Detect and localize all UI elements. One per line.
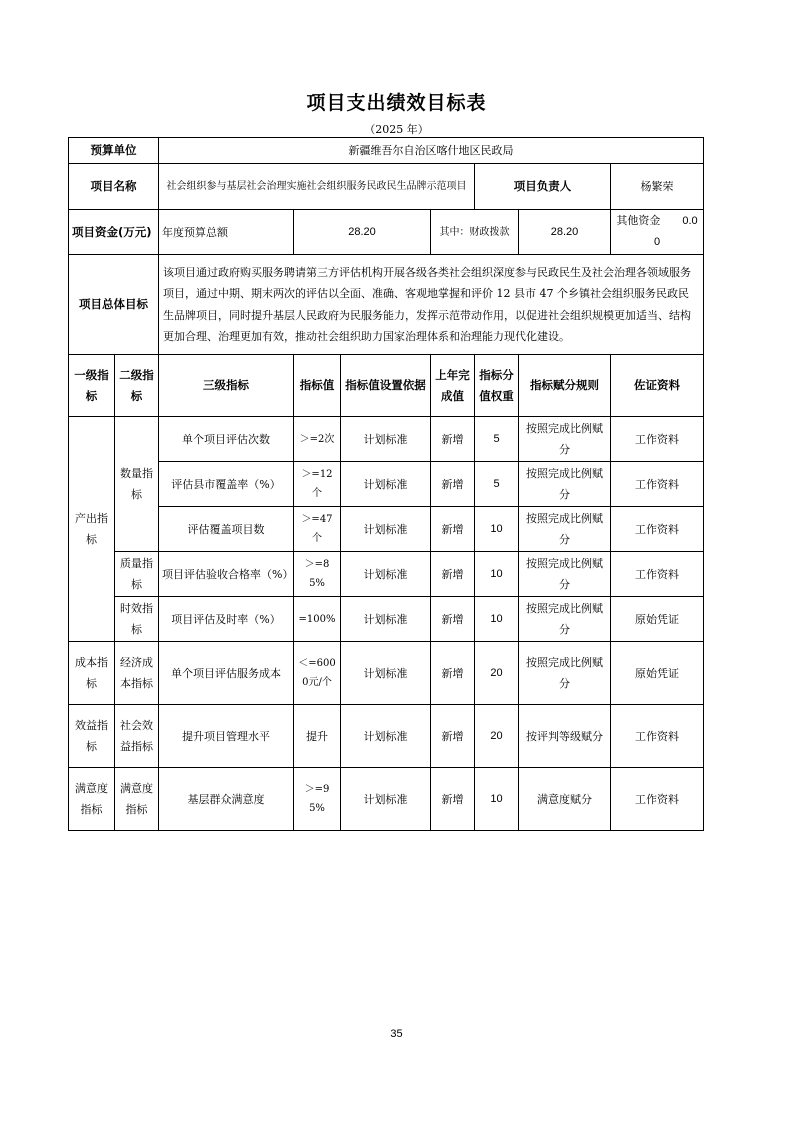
table-row xyxy=(69,462,704,507)
indicator-evidence: 工作资料 xyxy=(611,462,704,507)
indicator-name: 单个项目评估服务成本 xyxy=(159,642,294,705)
project-name-label: 项目名称 xyxy=(69,164,159,210)
table-row xyxy=(69,705,704,768)
indicator-evidence: 工作资料 xyxy=(611,705,704,768)
group-timeliness: 时效指标 xyxy=(115,597,159,642)
indicator-last: 新增 xyxy=(431,642,475,705)
header-level2: 二级指标 xyxy=(115,355,159,417)
group-econ-cost: 经济成本指标 xyxy=(115,642,159,705)
fiscal-value: 28.20 xyxy=(519,210,611,255)
year-label: （2025 年） xyxy=(364,123,429,136)
indicator-rule: 按照完成比例赋分 xyxy=(519,417,611,462)
indicator-basis: 计划标准 xyxy=(341,507,431,552)
group-output: 产出指标 xyxy=(69,417,115,642)
unit-label: 预算单位 xyxy=(69,138,159,164)
performance-table xyxy=(68,137,704,831)
indicator-value: ＞=2次 xyxy=(294,417,341,462)
indicator-rule: 按照完成比例赋分 xyxy=(519,642,611,705)
indicator-evidence: 工作资料 xyxy=(611,768,704,831)
indicator-rule: 按照完成比例赋分 xyxy=(519,597,611,642)
indicator-name: 提升项目管理水平 xyxy=(159,705,294,768)
indicator-last: 新增 xyxy=(431,462,475,507)
indicator-last: 新增 xyxy=(431,597,475,642)
header-last-year: 上年完成值 xyxy=(431,355,475,417)
indicator-rule: 按照完成比例赋分 xyxy=(519,552,611,597)
indicator-evidence: 原始凭证 xyxy=(611,642,704,705)
header-value: 指标值 xyxy=(294,355,341,417)
indicator-value: ＜=6000元/个 xyxy=(294,642,341,705)
table-row xyxy=(69,552,704,597)
group-cost: 成本指标 xyxy=(69,642,115,705)
indicator-last: 新增 xyxy=(431,768,475,831)
indicator-weight: 10 xyxy=(475,507,519,552)
indicator-rule: 满意度赋分 xyxy=(519,768,611,831)
header-level3: 三级指标 xyxy=(159,355,294,417)
indicator-rule: 按评判等级赋分 xyxy=(519,705,611,768)
indicator-basis: 计划标准 xyxy=(341,768,431,831)
indicator-basis: 计划标准 xyxy=(341,462,431,507)
unit-value: 新疆维吾尔自治区喀什地区民政局 xyxy=(159,138,704,164)
indicator-value: ＞=85% xyxy=(294,552,341,597)
indicator-basis: 计划标准 xyxy=(341,597,431,642)
header-weight: 指标分值权重 xyxy=(475,355,519,417)
indicator-name: 评估覆盖项目数 xyxy=(159,507,294,552)
group-satisfaction: 满意度指标 xyxy=(69,768,115,831)
indicator-value: ＞=95% xyxy=(294,768,341,831)
overall-goal-label: 项目总体目标 xyxy=(69,255,159,355)
table-row xyxy=(69,768,704,831)
header-rule: 指标赋分规则 xyxy=(519,355,611,417)
indicator-basis: 计划标准 xyxy=(341,642,431,705)
indicator-name: 项目评估及时率（%） xyxy=(159,597,294,642)
fiscal-label: 其中：财政拨款 xyxy=(431,210,519,255)
indicator-weight: 20 xyxy=(475,705,519,768)
indicator-weight: 5 xyxy=(475,462,519,507)
group-benefit: 效益指标 xyxy=(69,705,115,768)
indicator-evidence: 原始凭证 xyxy=(611,597,704,642)
indicator-name: 评估县市覆盖率（%） xyxy=(159,462,294,507)
indicator-name: 基层群众满意度 xyxy=(159,768,294,831)
group-social-benefit: 社会效益指标 xyxy=(115,705,159,768)
manager-value: 杨繁荣 xyxy=(611,164,704,210)
indicator-basis: 计划标准 xyxy=(341,417,431,462)
group-satisfaction-2: 满意度指标 xyxy=(115,768,159,831)
header-basis: 指标值设置依据 xyxy=(341,355,431,417)
indicator-evidence: 工作资料 xyxy=(611,417,704,462)
other-funds-label: 其他资金 xyxy=(616,215,661,227)
project-name-value: 社会组织参与基层社会治理实施社会组织服务民政民生品牌示范项目 xyxy=(159,164,475,210)
indicator-evidence: 工作资料 xyxy=(611,552,704,597)
group-quality: 质量指标 xyxy=(115,552,159,597)
table-row xyxy=(69,507,704,552)
indicator-value: ＞=12个 xyxy=(294,462,341,507)
indicator-last: 新增 xyxy=(431,552,475,597)
header-evidence: 佐证资料 xyxy=(611,355,704,417)
table-row xyxy=(69,642,704,705)
group-quantity: 数量指标 xyxy=(115,417,159,552)
indicator-basis: 计划标准 xyxy=(341,552,431,597)
indicator-weight: 20 xyxy=(475,642,519,705)
indicator-evidence: 工作资料 xyxy=(611,507,704,552)
manager-label: 项目负责人 xyxy=(475,164,611,210)
indicator-weight: 10 xyxy=(475,552,519,597)
annual-budget-label: 年度预算总额 xyxy=(159,210,294,255)
indicator-value: 提升 xyxy=(294,705,341,768)
indicator-weight: 10 xyxy=(475,597,519,642)
indicator-name: 单个项目评估次数 xyxy=(159,417,294,462)
annual-budget-value: 28.20 xyxy=(294,210,431,255)
funds-label: 项目资金(万元) xyxy=(69,210,159,255)
other-funds-amount: 0.00 xyxy=(653,215,698,248)
indicator-last: 新增 xyxy=(431,507,475,552)
page-number: 35 xyxy=(390,1028,403,1040)
overall-goal-text: 该项目通过政府购买服务聘请第三方评估机构开展各级各类社会组织深度参与民政民生及社会治理各领域服务项目，通过中期、期末两次的评估以全面、准确、客观地掌握和评价 12 县市 47 个乡镇社会组织服务民政民生品牌项目，同时提升基层人民政府为民服务能力，发挥示范带动作用，以促进社会组织规模更加适当、结构更加合理、治理更加有效，推动社会组织助力国家治理体系和治理能力现代化建设。 xyxy=(159,255,704,355)
indicator-value: =100% xyxy=(294,597,341,642)
indicator-rule: 按照完成比例赋分 xyxy=(519,462,611,507)
table-row xyxy=(69,417,704,462)
indicator-last: 新增 xyxy=(431,705,475,768)
indicator-name: 项目评估验收合格率（%） xyxy=(159,552,294,597)
page-title: 项目支出绩效目标表 xyxy=(306,92,487,114)
indicator-weight: 5 xyxy=(475,417,519,462)
table-row xyxy=(69,597,704,642)
indicator-value: ＞=47个 xyxy=(294,507,341,552)
indicator-rule: 按照完成比例赋分 xyxy=(519,507,611,552)
indicator-weight: 10 xyxy=(475,768,519,831)
header-level1: 一级指标 xyxy=(69,355,115,417)
indicator-last: 新增 xyxy=(431,417,475,462)
other-funds-value xyxy=(611,210,704,255)
indicator-basis: 计划标准 xyxy=(341,705,431,768)
